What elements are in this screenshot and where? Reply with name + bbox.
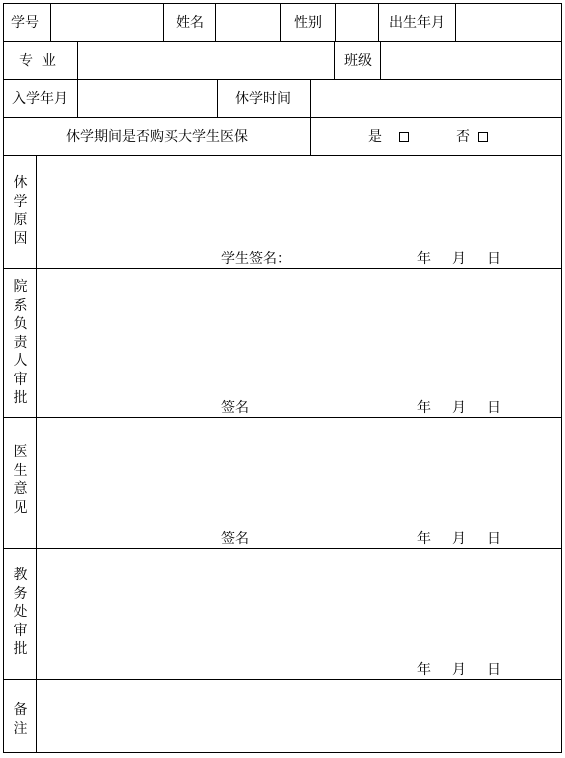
gender-label-cell xyxy=(281,4,336,42)
dept-day: 日 xyxy=(487,400,501,416)
doctor-label: 医 生 意 见 xyxy=(13,444,28,516)
doctor-field[interactable] xyxy=(37,418,561,549)
academic-label: 教 务 处 审 批 xyxy=(13,567,28,657)
doctor-signature-label: 签名 xyxy=(221,531,249,547)
student-id-field[interactable] xyxy=(51,4,164,42)
reason-label-cell xyxy=(4,156,37,269)
class-field[interactable] xyxy=(381,42,561,80)
dept-field[interactable] xyxy=(37,269,561,418)
suspend-time-label: 休学时间 xyxy=(235,91,291,107)
remarks-field[interactable] xyxy=(37,680,561,752)
doctor-day: 日 xyxy=(487,531,501,547)
leave-of-absence-form xyxy=(3,3,562,753)
student-id-label-cell xyxy=(4,4,51,42)
dept-label-cell xyxy=(4,269,37,418)
insurance-question: 休学期间是否购买大学生医保 xyxy=(66,129,248,145)
class-label: 班级 xyxy=(344,53,372,69)
major-field[interactable] xyxy=(78,42,335,80)
suspend-time-field[interactable] xyxy=(311,80,561,118)
class-label-cell xyxy=(335,42,381,80)
remarks-label: 备 注 xyxy=(13,702,28,737)
gender-label: 性别 xyxy=(294,15,322,31)
dept-month: 月 xyxy=(452,400,466,416)
student-signature-label: 学生签名： xyxy=(221,251,291,267)
name-field[interactable] xyxy=(216,4,281,42)
insurance-options-cell xyxy=(311,118,561,156)
no-label: 否 xyxy=(456,129,470,145)
yes-label: 是 xyxy=(368,129,382,145)
dept-year: 年 xyxy=(417,400,431,416)
remarks-label-cell xyxy=(4,680,37,752)
no-checkbox[interactable] xyxy=(478,132,488,142)
reason-label: 休 学 原 因 xyxy=(13,175,28,247)
academic-month: 月 xyxy=(452,662,466,678)
doctor-month: 月 xyxy=(452,531,466,547)
student-id-label: 学号 xyxy=(11,15,39,31)
doctor-label-cell xyxy=(4,418,37,549)
gender-field[interactable] xyxy=(336,4,379,42)
yes-checkbox[interactable] xyxy=(399,132,409,142)
academic-year: 年 xyxy=(417,662,431,678)
insurance-question-cell xyxy=(4,118,311,156)
reason-day: 日 xyxy=(487,251,501,267)
suspend-time-label-cell xyxy=(218,80,311,118)
reason-field[interactable] xyxy=(37,156,561,269)
birth-label: 出生年月 xyxy=(389,15,445,31)
major-label: 专 业 xyxy=(19,53,56,69)
name-label-cell xyxy=(164,4,216,42)
birth-field[interactable] xyxy=(456,4,561,42)
enroll-label-cell xyxy=(4,80,78,118)
enroll-label: 入学年月 xyxy=(12,91,68,107)
name-label: 姓名 xyxy=(176,15,204,31)
reason-month: 月 xyxy=(452,251,466,267)
birth-label-cell xyxy=(379,4,456,42)
major-label-cell xyxy=(4,42,78,80)
dept-signature-label: 签名 xyxy=(221,400,249,416)
enroll-field[interactable] xyxy=(78,80,218,118)
academic-label-cell xyxy=(4,549,37,680)
academic-day: 日 xyxy=(487,662,501,678)
reason-year: 年 xyxy=(417,251,431,267)
dept-label: 院 系 负 责 人 审 批 xyxy=(13,279,28,406)
academic-field[interactable] xyxy=(37,549,561,680)
doctor-year: 年 xyxy=(417,531,431,547)
